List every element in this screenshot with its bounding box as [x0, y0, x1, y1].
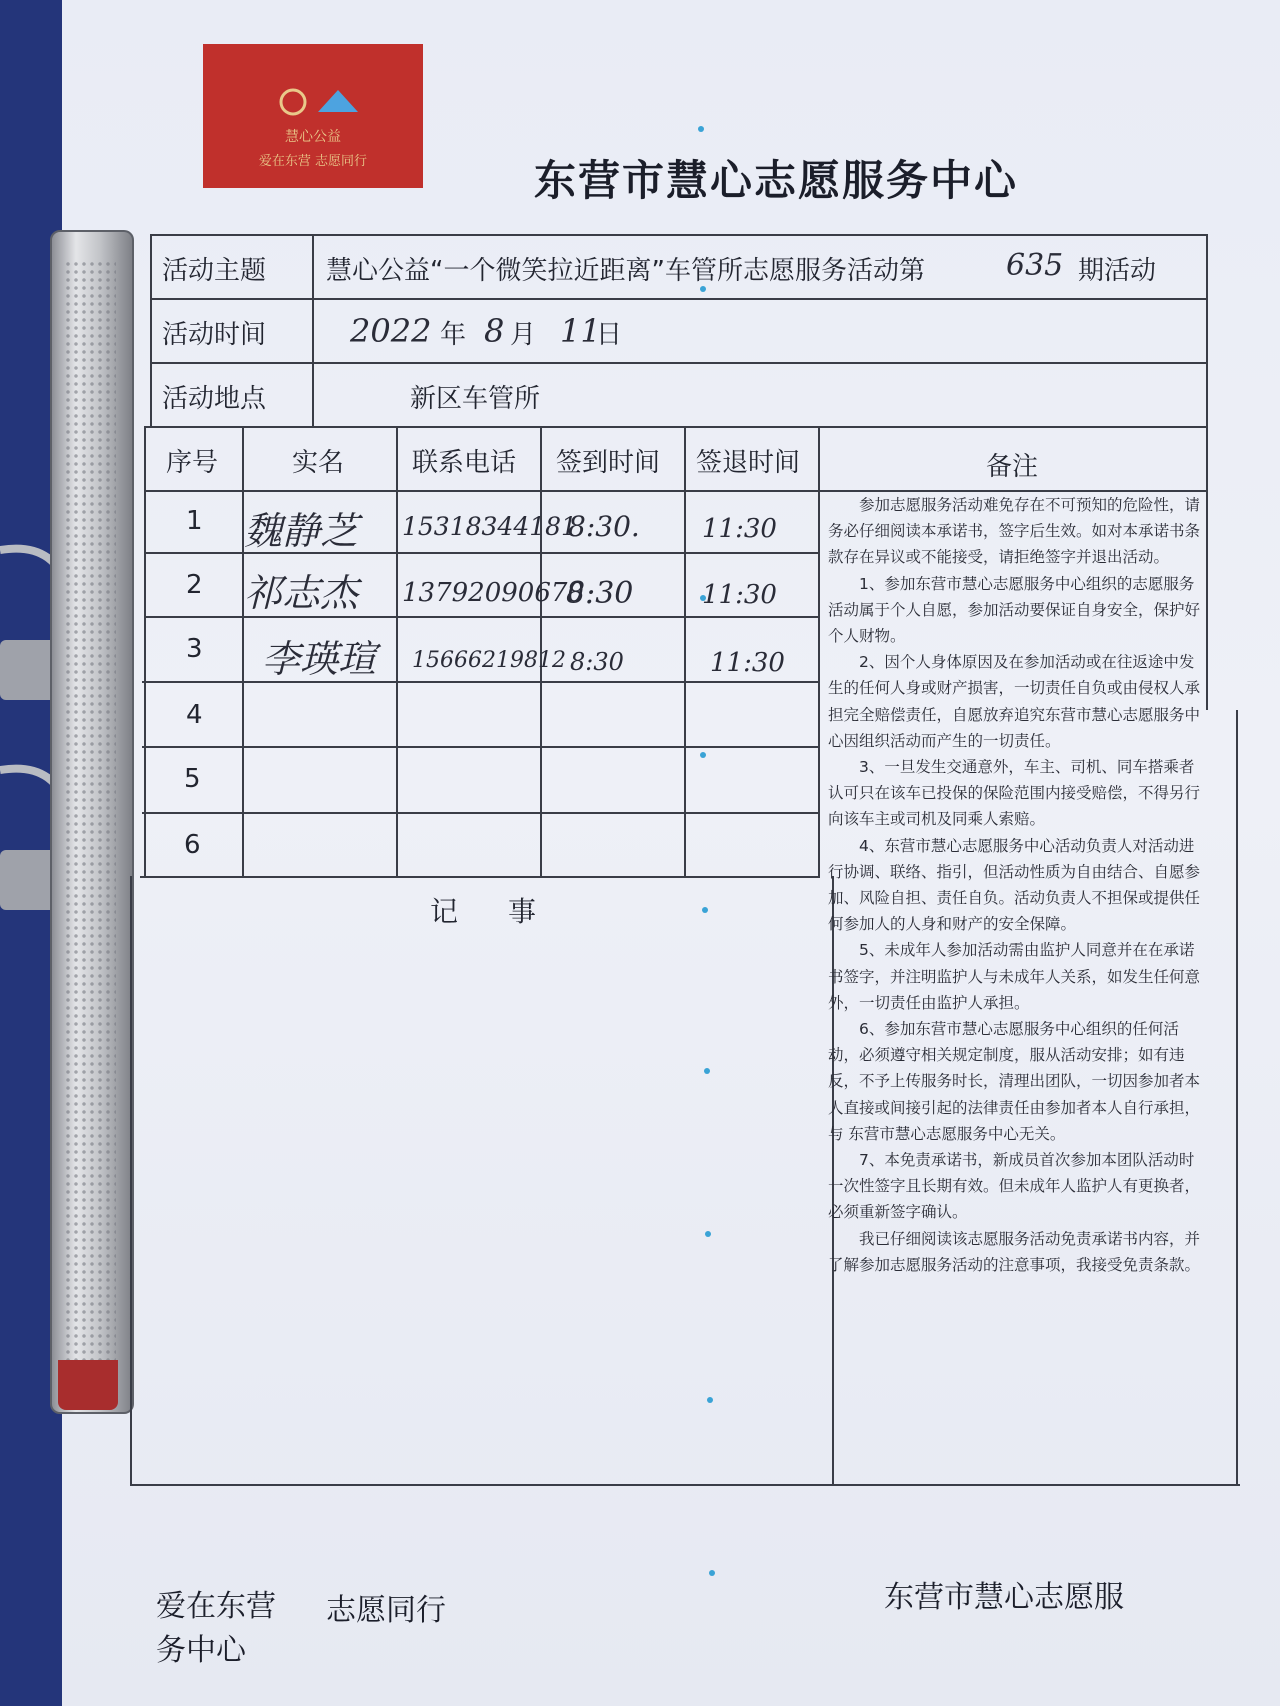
blue-dot: [698, 126, 704, 132]
row-name: 魏静芝: [244, 509, 359, 553]
disclaimer-paragraph: 2、因个人身体原因及在参加活动或在往返途中发生的任何人身或财产损害，一切责任自负或由侵权人承担完全赔偿责任，自愿放弃追究东营市慧心志愿服务中心因组织活动而产生的一切责任。: [828, 653, 1201, 750]
blue-dot: [705, 1231, 711, 1237]
blue-dot: [709, 1570, 715, 1576]
row-checkin: 8:30: [570, 648, 624, 676]
row-no: 3: [186, 634, 203, 664]
disclaimer-paragraph: 7、本免责承诺书，新成员首次参加本团队活动时一次性签字且长期有效。但未成年人监护人有更换者，必须重新签字确认。: [828, 1151, 1201, 1222]
row-no: 1: [186, 506, 203, 536]
theme-label: 活动主题: [162, 256, 267, 286]
footer-line1: 爱在东营: [156, 1589, 276, 1624]
header-checkin: 签到时间: [556, 448, 661, 478]
row-no: 6: [184, 830, 201, 860]
blue-dot: [707, 1397, 713, 1403]
header-checkout: 签退时间: [696, 448, 801, 478]
header-remarks: 备注: [986, 452, 1039, 482]
header-no: 序号: [166, 448, 219, 478]
row-phone: 15666219812: [412, 648, 566, 673]
theme-value-suffix: 期活动: [1078, 256, 1157, 286]
footer-organization: 东营市慧心志愿服: [884, 1580, 1124, 1615]
binder-texture: [64, 260, 116, 1380]
blue-dot: [702, 907, 708, 913]
row-checkout: 11:30: [702, 514, 777, 544]
disclaimer-paragraph: 5、未成年人参加活动需由监护人同意并在在承诺书签字，并注明监护人与未成年人关系，如发生任何意外，一切责任由监护人承担。: [828, 941, 1201, 1012]
place-label: 活动地点: [162, 384, 267, 414]
row-no: 5: [184, 764, 201, 794]
disclaimer-paragraph: 4、东营市慧心志愿服务中心活动负责人对活动进行协调、联络、指引，但活动性质为自由结合、自愿参加、风险自担、责任自负。活动负责人不担保或提供任何参加人的人身和财产的安全保障。: [828, 836, 1201, 934]
time-month-unit: 月: [510, 320, 537, 350]
logo-text-main: 慧心公益: [285, 129, 341, 145]
footer-slogan-middle: 志愿同行: [326, 1593, 446, 1628]
footer-slogan-left: [156, 1585, 276, 1673]
theme-issue-number: 635: [1006, 248, 1064, 283]
time-year-unit: 年: [440, 320, 467, 350]
notes-heading: 记事: [430, 895, 587, 928]
disclaimer-paragraph: 我已仔细阅读该志愿服务活动免责承诺书内容，并了解参加志愿服务活动的注意事项，我接受免责条款。: [828, 1229, 1201, 1274]
disclaimer-text: [828, 492, 1208, 1278]
theme-value-prefix: 慧心公益“一个微笑拉近距离”车管所志愿服务活动第: [326, 256, 925, 286]
row-no: 4: [186, 700, 203, 730]
footer-line2: 务中心: [156, 1633, 246, 1668]
row-checkin: 8:30.: [568, 510, 640, 543]
time-day-unit: 日: [596, 320, 623, 350]
row-name: 李瑛瑄: [262, 637, 377, 681]
time-day: 11: [560, 312, 601, 350]
place-value: 新区车管所: [410, 384, 541, 414]
row-no: 2: [186, 570, 203, 600]
disclaimer-paragraph: 3、一旦发生交通意外，车主、司机、同车搭乘者认可只在该车已投保的保险范围内接受赔偿，不得另行向该车主或司机及同乘人索赔。: [828, 758, 1201, 829]
disclaimer-paragraph: 6、参加东营市慧心志愿服务中心组织的任何活动，必须遵守相关规定制度，服从活动安排；如有违反，不予上传服务时长，清理出团队，一切因参加者本人直接或间接引起的法律责任由参加者本人自行承担，与 东营市慧心志愿服务中心无关。: [828, 1020, 1201, 1143]
disclaimer-paragraph: 参加志愿服务活动难免存在不可预知的危险性，请务必仔细阅读本承诺书，签字后生效。如对本承诺书条款存在异议或不能接受，请拒绝签字并退出活动。: [828, 496, 1201, 567]
document-title: 东营市慧心志愿服务中心: [534, 156, 1019, 205]
row-checkout: 11:30: [710, 648, 785, 678]
binder-clip-end: [58, 1360, 118, 1410]
time-year: 2022: [350, 312, 432, 350]
row-phone: 13792090670: [402, 578, 584, 608]
header-phone: 联系电话: [412, 448, 517, 478]
blue-dot: [700, 752, 706, 758]
disclaimer-paragraph: 1、参加东营市慧心志愿服务中心组织的志愿服务活动属于个人自愿，参加活动要保证自身安全，保护好个人财物。: [828, 574, 1201, 646]
row-checkout: 11:30: [702, 580, 777, 610]
time-month: 8: [484, 312, 505, 350]
organization-logo: [203, 44, 423, 188]
row-checkin: 8:30: [566, 576, 634, 611]
logo-text-slogan: 爱在东营 志愿同行: [258, 154, 368, 169]
logo-mark-icon: [263, 82, 363, 122]
header-name: 实名: [292, 448, 345, 478]
blue-dot: [704, 1068, 710, 1074]
row-phone: 15318344181: [402, 512, 577, 541]
row-name: 祁志杰: [244, 571, 359, 615]
time-label: 活动时间: [162, 320, 267, 350]
